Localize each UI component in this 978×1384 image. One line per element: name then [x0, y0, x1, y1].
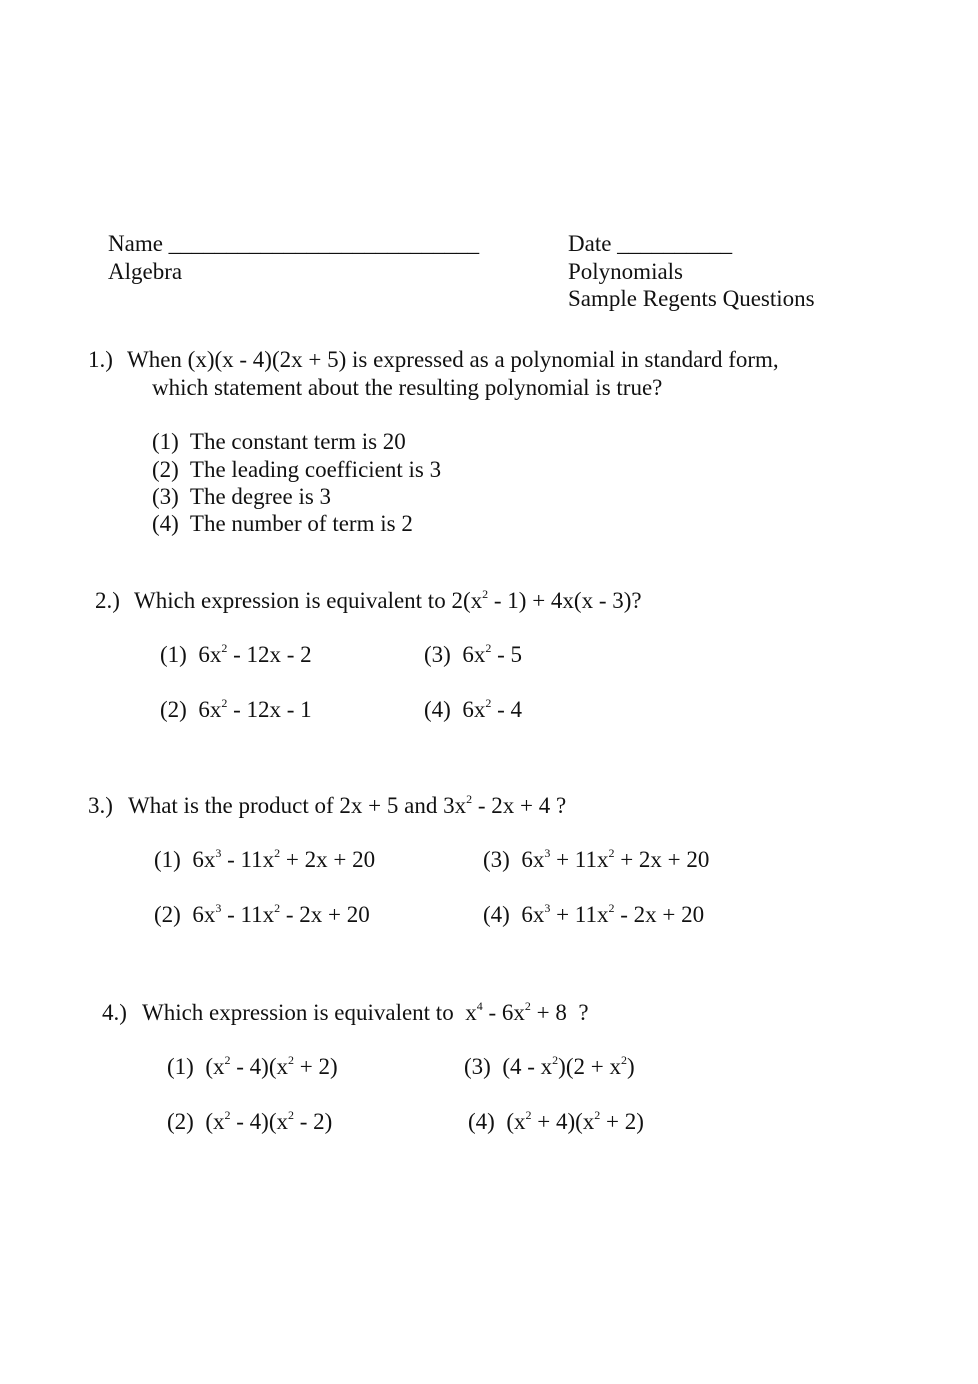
- answer-choice: (4) $(x^2 + 4)(x^2 + 2)$: [468, 1108, 644, 1134]
- topic-title: Polynomials: [568, 259, 684, 284]
- answer-choice: (1) $(x^2 - 4)(x^2 + 2)$: [167, 1053, 338, 1079]
- question-number: 3.): [88, 793, 113, 818]
- answer-choice: (2) $6x^2 - 12x - 1$: [160, 696, 312, 722]
- answer-choice: (2) $6x^3 - 11x^2 - 2x + 20$: [154, 901, 370, 927]
- answer-choice: (3) $(4 - x^2)(2 + x^2)$: [464, 1053, 635, 1079]
- answer-choice: (4) $6x^2 - 4$: [424, 696, 522, 722]
- worksheet-subtitle: Sample Regents Questions: [568, 286, 815, 311]
- question-text: which statement about the resulting polynomial is true?: [152, 375, 663, 400]
- name-field-label: Name ___________________________: [108, 231, 480, 256]
- question-number: 2.): [95, 588, 120, 613]
- answer-choice: (1) $6x^3 - 11x^2 + 2x + 20$: [154, 846, 376, 872]
- answer-choice: (3) $6x^2 - 5$: [424, 641, 522, 667]
- question-number: 1.): [88, 347, 113, 372]
- answer-choice: (2) The leading coefficient is 3: [152, 457, 442, 482]
- answer-choice: (3) $6x^3 + 11x^2 + 2x + 20$: [483, 846, 710, 872]
- answer-choice: (1) $6x^2 - 12x - 2$: [160, 641, 312, 667]
- answer-choice: (3) The degree is 3: [152, 484, 332, 509]
- question-text: When (x)(x - 4)(2x + 5) is expressed as a polynomial in standard form,: [127, 347, 779, 372]
- date-field-label: Date __________: [568, 231, 733, 256]
- answer-choice: (2) $(x^2 - 4)(x^2 - 2)$: [167, 1108, 333, 1134]
- question-number: 4.): [102, 1000, 127, 1025]
- question-text: What is the product of 2x + 5 and $3x^2 - 2x + 4$ ?: [128, 792, 567, 818]
- question-text: Which expression is equivalent to $x^4 - 6x^2 + 8$ ?: [142, 999, 589, 1025]
- course-title: Algebra: [108, 259, 183, 284]
- question-text: Which expression is equivalent to $2(x^2 - 1) + 4x(x - 3)$?: [134, 587, 642, 613]
- answer-choice: (1) The constant term is 20: [152, 429, 406, 454]
- answer-choice: (4) $6x^3 + 11x^2 - 2x + 20$: [483, 901, 705, 927]
- answer-choice: (4) The number of term is 2: [152, 511, 413, 536]
